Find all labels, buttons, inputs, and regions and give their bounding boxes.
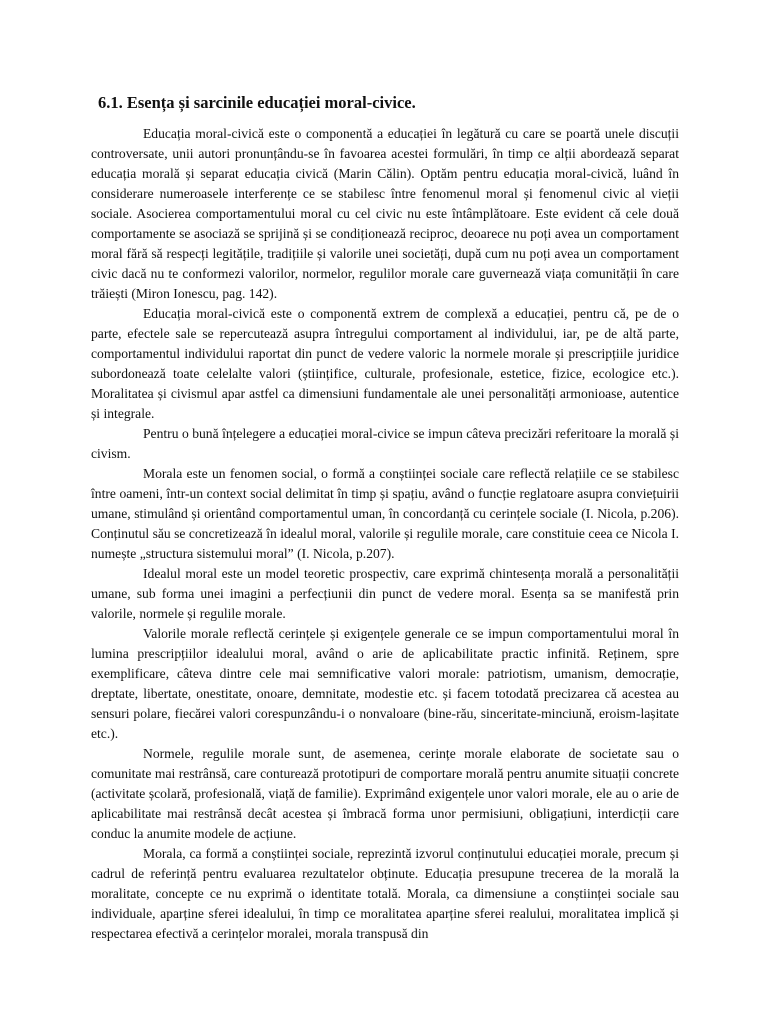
paragraph-moral-ideal: Idealul moral este un model teoretic prospectiv, care exprimă chintesența morală a personalității umane, sub forma unei imagini a perfecțiunii din punct de vedere moral. Esența sa se manifestă prin valorile, normele și regulile morale. xyxy=(91,566,679,621)
paragraph-morality-definition: Morala este un fenomen social, o formă a conștiinței sociale care reflectă relațiile ce se stabilesc între oameni, într-un context social delimitat în timp și spațiu, având o funcție reglatoare asupra conviețuirii umane, stimulând și orientând comportamentul uman, în concordanță cu cerințele sociale (I. Nicola, p.206). Conținutul său se concretizează în idealul moral, valorile și regulile morale, care constituie ceea ce Nicola I. numește „structura sistemului moral” (I. Nicola, p.207). xyxy=(91,466,679,561)
paragraph-intro: Educația moral-civică este o componentă a educației în legătură cu care se poartă unele discuții controversate, unii autori pronunțându-se în favoarea acestei formulări, în timp ce alții abordează separat educația morală și separat educația civică (Marin Călin). Optăm pentru educația moral-civică, luând în considerare numeroasele interferențe ce se stabilesc între fenomenul moral și fenomenul civic al vieții sociale. Asocierea comportamentului moral cu cel civic nu este întâmplătoare. Este evident că cele două comportamente se asociază se sprijină și se condiționează reciproc, deoarece nu poți avea un comportament moral fără să respecți legitățile, tradițiile și valorile unei societăți, după cum nu poți avea un comportament civic dacă nu te conformezi valorilor, normelor, regulilor morale care guvernează viața comunității în care trăiești (Miron Ionescu, pag. 142). xyxy=(91,126,679,301)
paragraph-complexity: Educația moral-civică este o componentă extrem de complexă a educației, pentru că, pe de o parte, efectele sale se repercutează asupra întregului comportament al individului, iar, pe de altă parte, comportamentul individului raportat din punct de vedere valoric la normele morale și prescripțiile juridice subordonează toate celelalte valori (științifice, culturale, profesionale, estetice, fizice, ecologice etc.). Moralitatea și civismul apar astfel ca dimensiuni fundamentale ale unei personalități armonioase, autentice și integrale. xyxy=(91,306,679,421)
paragraph-morality-vs-moral: Morala, ca formă a conștiinței sociale, reprezintă izvorul conținutului educației morale, precum și cadrul de referință pentru evaluarea rezultatelor obținute. Educația presupune trecerea de la morală la moralitate, concepte ce nu exprimă o identitate totală. Morala, ca dimensiune a conștiinței sociale sau individuale, aparține sferei idealului, în timp ce moralitatea aparține sferei realului, moralitatea implică și respectarea efectivă a cerințelor moralei, morala transpusă din xyxy=(91,846,679,941)
paragraph-moral-norms: Normele, regulile morale sunt, de asemenea, cerințe morale elaborate de societate sau o comunitate mai restrânsă, care conturează prototipuri de comportare morală pentru anumite situații concrete (activitate școlară, profesională, viață de familie). Exprimând exigențele unor valori morale, ele au o arie de aplicabilitate mai restrânsă decât acestea și îmbracă forma unor permisiuni, obligațiuni, interdicții care conduc la anumite modele de acțiune. xyxy=(91,746,679,841)
body-text xyxy=(91,124,679,944)
paragraph-clarifications: Pentru o bună înțelegere a educației moral-civice se impun câteva precizări referitoare la morală și civism. xyxy=(91,426,679,461)
paragraph-moral-values: Valorile morale reflectă cerințele și exigențele generale ce se impun comportamentului moral în lumina prescripțiilor idealului moral, având o arie de aplicabilitate practic infinită. Reținem, spre exemplificare, câteva dintre cele mai semnificative valori morale: patriotism, umanism, democrație, dreptate, libertate, onestitate, onoare, demnitate, modestie etc. și facem totodată precizarea că acestea au sensuri polare, fiecărei valori corespunzându-i o nonvaloare (bine-rău, sinceritate-minciună, eroism-lașitate etc.). xyxy=(91,626,679,741)
section-heading: 6.1. Esența și sarcinile educației moral-civice. xyxy=(98,93,416,112)
